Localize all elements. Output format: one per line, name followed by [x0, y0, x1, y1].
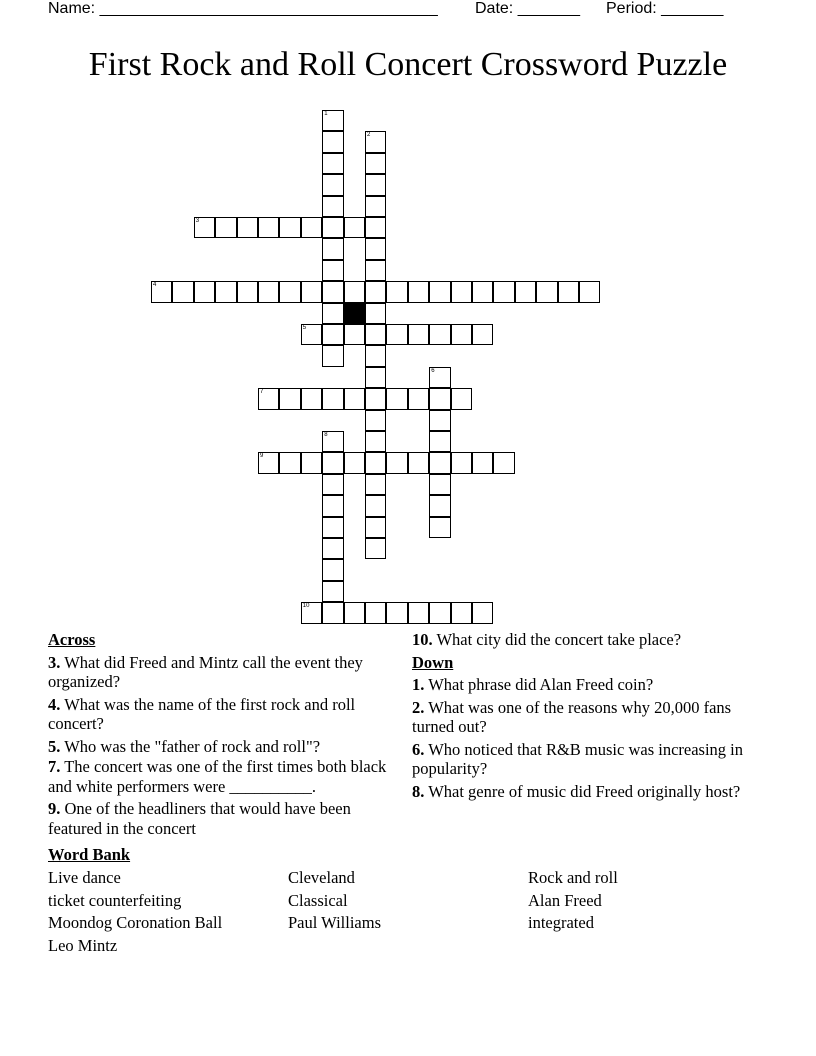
clue-across-9: 9. One of the headliners that would have been featured in the concert — [48, 799, 351, 838]
crossword-cell[interactable] — [322, 517, 343, 538]
crossword-cell[interactable] — [322, 110, 343, 131]
crossword-cell[interactable] — [493, 281, 514, 302]
clue-number: 8 — [324, 432, 328, 438]
crossword-cell[interactable] — [365, 495, 386, 516]
crossword-cell[interactable] — [215, 281, 236, 302]
crossword-cell[interactable] — [301, 388, 322, 409]
word-bank-item: Rock and roll — [528, 868, 618, 887]
crossword-cell[interactable] — [429, 517, 450, 538]
clue-down-8: 8. What genre of music did Freed originally host? — [412, 781, 741, 801]
crossword-cell[interactable] — [365, 474, 386, 495]
crossword-cell[interactable] — [365, 303, 386, 324]
word-bank-item: Moondog Coronation Ball — [48, 913, 223, 932]
crossword-cell[interactable] — [301, 602, 322, 623]
crossword-cell[interactable] — [322, 196, 343, 217]
crossword-cell[interactable] — [215, 217, 236, 238]
crossword-cell[interactable] — [365, 324, 386, 345]
crossword-cell[interactable] — [322, 260, 343, 281]
clue-number: 1 — [324, 111, 328, 117]
crossword-cell[interactable] — [429, 495, 450, 516]
crossword-cell[interactable] — [408, 602, 429, 623]
crossword-cell[interactable] — [536, 281, 557, 302]
crossword-cell[interactable] — [429, 410, 450, 431]
crossword-cell[interactable] — [365, 131, 386, 152]
clue-number: 9 — [260, 453, 264, 460]
crossword-cell[interactable] — [322, 345, 343, 366]
crossword-cell[interactable] — [151, 281, 172, 302]
crossword-cell[interactable] — [322, 431, 343, 452]
crossword-cell[interactable] — [451, 281, 472, 302]
crossword-cell[interactable] — [365, 174, 386, 195]
crossword-cell[interactable] — [558, 281, 579, 302]
crossword-cell[interactable] — [322, 559, 343, 580]
crossword-cell[interactable] — [301, 452, 322, 473]
crossword-cell[interactable] — [386, 452, 407, 473]
across-heading: Across — [48, 630, 96, 649]
word-bank-heading: Word Bank — [48, 845, 131, 864]
crossword-cell[interactable] — [365, 517, 386, 538]
clue-number: 6 — [431, 367, 435, 374]
crossword-cell[interactable] — [429, 431, 450, 452]
clue-number: 7 — [260, 389, 264, 396]
crossword-cell[interactable] — [365, 217, 386, 238]
period-label: Period: _______ — [606, 0, 724, 17]
word-bank-item: Alan Freed — [528, 891, 602, 910]
crossword-cell[interactable] — [301, 217, 322, 238]
word-bank-item: integrated — [528, 913, 594, 932]
down-clues — [412, 630, 752, 801]
clue-down-1: 1. What phrase did Alan Freed coin? — [412, 675, 654, 694]
crossword-cell[interactable] — [344, 602, 365, 623]
crossword-cell[interactable] — [429, 324, 450, 345]
word-bank-item: Leo Mintz — [48, 936, 118, 955]
crossword-cell[interactable] — [365, 238, 386, 259]
crossword-cell[interactable] — [258, 217, 279, 238]
crossword-cell[interactable] — [258, 452, 279, 473]
clue-down-6: 6. Who noticed that R&B music was increasing in popularity? — [412, 739, 744, 778]
clue-across-5: 5. Who was the "father of rock and roll"? — [48, 736, 321, 756]
crossword-cell[interactable] — [322, 281, 343, 302]
crossword-cell[interactable] — [322, 538, 343, 559]
word-bank-item: Classical — [288, 891, 348, 910]
crossword-cell[interactable] — [279, 217, 300, 238]
crossword-cell[interactable] — [365, 452, 386, 473]
crossword-cell[interactable] — [279, 388, 300, 409]
name-label: Name: ______________________________________ — [48, 0, 438, 17]
crossword-cell[interactable] — [386, 281, 407, 302]
clue-across-4: 4. What was the name of the first rock and roll concert? — [48, 694, 356, 733]
crossword-cell[interactable] — [322, 602, 343, 623]
crossword-cell[interactable] — [493, 452, 514, 473]
crossword-cell[interactable] — [386, 602, 407, 623]
crossword-cell[interactable] — [322, 217, 343, 238]
clue-across-3: 3. What did Freed and Mintz call the event they organized? — [48, 652, 363, 691]
crossword-cell[interactable] — [365, 602, 386, 623]
crossword-cell[interactable] — [322, 153, 343, 174]
word-bank-item: Paul Williams — [288, 913, 381, 932]
crossword-cell[interactable] — [344, 217, 365, 238]
crossword-cell[interactable] — [344, 324, 365, 345]
crossword-cell[interactable] — [322, 474, 343, 495]
crossword-cell[interactable] — [408, 281, 429, 302]
crossword-cell[interactable] — [472, 281, 493, 302]
crossword-cell[interactable] — [322, 495, 343, 516]
crossword-cell[interactable] — [472, 602, 493, 623]
crossword-cell[interactable] — [301, 281, 322, 302]
crossword-cell[interactable] — [579, 281, 600, 302]
crossword-cell[interactable] — [472, 452, 493, 473]
crossword-cell[interactable] — [386, 324, 407, 345]
clue-number: 2 — [367, 132, 371, 139]
word-bank-item: Cleveland — [288, 868, 355, 887]
crossword-cell[interactable] — [365, 367, 386, 388]
word-bank-item: Live dance — [48, 868, 121, 887]
crossword-cell[interactable] — [386, 388, 407, 409]
crossword-cell[interactable] — [344, 388, 365, 409]
crossword-cell[interactable] — [194, 281, 215, 302]
crossword-cell[interactable] — [258, 281, 279, 302]
clue-down-2: 2. What was one of the reasons why 20,000 fans turned out? — [412, 697, 732, 736]
crossword-cell[interactable] — [322, 131, 343, 152]
crossword-cell[interactable] — [429, 367, 450, 388]
across-clues — [48, 630, 388, 838]
clue-number: 5 — [302, 325, 307, 331]
crossword-cell[interactable] — [408, 388, 429, 409]
crossword-cell[interactable] — [451, 602, 472, 623]
crossword-cell[interactable] — [365, 431, 386, 452]
crossword-cell[interactable] — [429, 388, 450, 409]
crossword-cell[interactable] — [408, 452, 429, 473]
crossword-cell[interactable] — [365, 196, 386, 217]
crossword-cell[interactable] — [172, 281, 193, 302]
clue-number: 3 — [195, 218, 200, 224]
clue-number: 4 — [153, 282, 157, 289]
crossword-cell[interactable] — [429, 452, 450, 473]
crossword-cell[interactable] — [429, 602, 450, 623]
crossword-cell[interactable] — [365, 538, 386, 559]
page-title: First Rock and Roll Concert Crossword Puzzle — [88, 46, 728, 83]
black-cell — [344, 303, 365, 324]
crossword-cell[interactable] — [408, 324, 429, 345]
word-bank — [48, 845, 618, 955]
crossword-cell[interactable] — [279, 281, 300, 302]
crossword-cell[interactable] — [429, 474, 450, 495]
crossword-cell[interactable] — [301, 324, 322, 345]
crossword-cell[interactable] — [344, 452, 365, 473]
clue-across-10: 10. What city did the concert take place? — [412, 630, 682, 649]
crossword-cell[interactable] — [472, 324, 493, 345]
crossword-cell[interactable] — [451, 388, 472, 409]
crossword-cell[interactable] — [365, 388, 386, 409]
crossword-cell[interactable] — [322, 581, 343, 602]
crossword-cell[interactable] — [451, 324, 472, 345]
crossword-cell[interactable] — [322, 238, 343, 259]
crossword-cell[interactable] — [322, 324, 343, 345]
clue-across-7: 7. The concert was one of the first times both black and white performers were __________. — [48, 757, 387, 796]
crossword-cell[interactable] — [365, 410, 386, 431]
crossword-cell[interactable] — [515, 281, 536, 302]
down-heading: Down — [412, 652, 454, 672]
crossword-cell[interactable] — [194, 217, 215, 238]
crossword-cell[interactable] — [322, 303, 343, 324]
crossword-cell[interactable] — [365, 345, 386, 366]
crossword-cell[interactable] — [429, 281, 450, 302]
crossword-cell[interactable] — [365, 281, 386, 302]
crossword-cell[interactable] — [322, 388, 343, 409]
crossword-cell[interactable] — [237, 281, 258, 302]
crossword-cell[interactable] — [365, 153, 386, 174]
crossword-cell[interactable] — [344, 281, 365, 302]
crossword-cell[interactable] — [322, 174, 343, 195]
crossword-cell[interactable] — [365, 260, 386, 281]
crossword-cell[interactable] — [322, 452, 343, 473]
crossword-cell[interactable] — [279, 452, 300, 473]
crossword-cell[interactable] — [258, 388, 279, 409]
clue-number: 10 — [302, 603, 310, 610]
crossword-cell[interactable] — [451, 452, 472, 473]
word-bank-item: ticket counterfeiting — [48, 891, 182, 910]
crossword-cell[interactable] — [237, 217, 258, 238]
date-label: Date: _______ — [475, 0, 580, 17]
